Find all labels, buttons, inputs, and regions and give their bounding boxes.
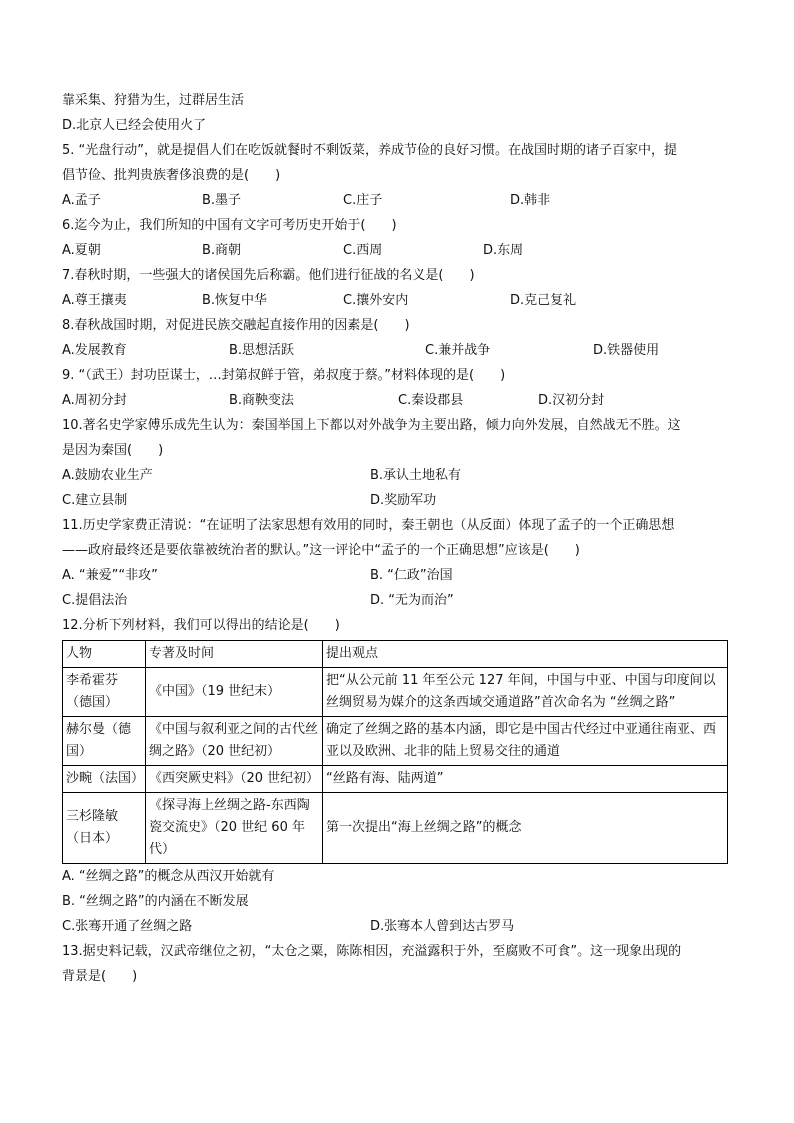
question-12-stem: 12.分析下列材料，我们可以得出的结论是( ) xyxy=(62,618,340,633)
table-row xyxy=(63,793,728,864)
option-c[interactable]: C.建立县制 xyxy=(62,493,128,508)
question-5-stem-cont: 倡节俭、批判贵族奢侈浪费的是( ) xyxy=(62,168,281,183)
option-d[interactable]: D.张骞本人曾到达古罗马 xyxy=(370,919,515,934)
table-cell: 《探寻海上丝绸之路-东西陶瓷交流史》（20 世纪 60 年代） xyxy=(146,793,323,864)
question-10-stem-cont: 是因为秦国( ) xyxy=(62,443,164,458)
question-11-options-row1 xyxy=(62,563,730,588)
question-13-stem: 13.据史料记载，汉武帝继位之初，“太仓之粟，陈陈相因，充溢露积于外，至腐败不可食”。这一现象出现的 xyxy=(62,944,682,959)
option-d[interactable]: D.汉初分封 xyxy=(538,393,605,408)
table-row xyxy=(63,717,728,766)
option-a[interactable]: A.孟子 xyxy=(62,193,101,208)
option-d[interactable]: D.克己复礼 xyxy=(510,293,577,308)
option-b[interactable]: B.承认土地私有 xyxy=(370,468,462,483)
question-7-stem: 7.春秋时期，一些强大的诸侯国先后称霸。他们进行征战的名义是( ) xyxy=(62,268,475,283)
option-b[interactable]: B.商鞅变法 xyxy=(229,393,295,408)
question-5-stem: 5. “光盘行动”，就是提倡人们在吃饭就餐时不剩饭菜，养成节俭的良好习惯。在战国时期的诸子百家中，提 xyxy=(62,143,678,158)
text-line: 靠采集、狩猎为生，过群居生活 xyxy=(62,93,245,108)
question-8-options xyxy=(62,338,730,363)
table-cell: 《中国》（19 世纪末） xyxy=(146,668,323,717)
option-d[interactable]: D.韩非 xyxy=(510,193,551,208)
question-10-options-row1 xyxy=(62,463,730,488)
option-d[interactable]: D. “无为而治” xyxy=(370,593,454,608)
option-c[interactable]: C.攘外安内 xyxy=(343,293,409,308)
table-cell: 沙畹（法国） xyxy=(63,766,146,793)
table-header-row xyxy=(63,641,728,668)
table-cell: 第一次提出“海上丝绸之路”的概念 xyxy=(323,793,728,864)
table-row xyxy=(63,766,728,793)
option-a[interactable]: A.尊王攘夷 xyxy=(62,293,127,308)
question-11-stem: 11.历史学家费正清说：“在证明了法家思想有效用的同时，秦王朝也（从反面）体现了孟子的一个正确思想 xyxy=(62,518,675,533)
question-10-options-row2 xyxy=(62,488,730,513)
question-13-stem-cont: 背景是( ) xyxy=(62,969,138,984)
table-cell: 三杉隆敏（日本） xyxy=(63,793,146,864)
table-cell: 把“从公元前 11 年至公元 127 年间，中国与中亚、中国与印度间以丝绸贸易为媒介的这条西域交通道路”首次命名为 “丝绸之路” xyxy=(323,668,728,717)
table-cell: 李希霍芬（德国） xyxy=(63,668,146,717)
option-a[interactable]: A.夏朝 xyxy=(62,243,101,258)
text-line: D.北京人已经会使用火了 xyxy=(62,118,207,133)
table-header-cell: 人物 xyxy=(63,641,146,668)
option-c[interactable]: C.提倡法治 xyxy=(62,593,128,608)
table-cell: 确定了丝绸之路的基本内涵，即它是中国古代经过中亚通往南亚、西亚以及欧洲、北非的陆上贸易交往的通道 xyxy=(323,717,728,766)
option-d[interactable]: D.东周 xyxy=(483,243,524,258)
table-header-cell: 提出观点 xyxy=(323,641,728,668)
option-c[interactable]: C.秦设郡县 xyxy=(398,393,464,408)
question-9-options xyxy=(62,388,730,413)
question-11-options-row2 xyxy=(62,588,730,613)
option-b[interactable]: B. “仁政”治国 xyxy=(370,568,453,583)
option-b[interactable]: B.商朝 xyxy=(202,243,242,258)
question-8-stem: 8.春秋战国时期，对促进民族交融起直接作用的因素是( ) xyxy=(62,318,410,333)
question-6-stem: 6.迄今为止，我们所知的中国有文字可考历史开始于( ) xyxy=(62,218,397,233)
option-c[interactable]: C.张骞开通了丝绸之路 xyxy=(62,919,193,934)
option-b[interactable]: B. “丝绸之路”的内涵在不断发展 xyxy=(62,894,249,909)
option-d[interactable]: D.奖励军功 xyxy=(370,493,437,508)
question-9-stem: 9. “（武王）封功臣谋士，…封第叔鲜于管，弟叔度于蔡。”材料体现的是( ) xyxy=(62,368,506,383)
option-d[interactable]: D.铁器使用 xyxy=(593,343,660,358)
table-cell: 《中国与叙利亚之间的古代丝绸之路》（20 世纪初） xyxy=(146,717,323,766)
option-a[interactable]: A.周初分封 xyxy=(62,393,127,408)
table-cell: 赫尔曼（德国） xyxy=(63,717,146,766)
option-c[interactable]: C.庄子 xyxy=(343,193,383,208)
question-5-options xyxy=(62,188,730,213)
option-a[interactable]: A.发展教育 xyxy=(62,343,127,358)
question-11-stem-cont: ——政府最终还是要依靠被统治者的默认。”这一评论中“孟子的一个正确思想”应该是( ) xyxy=(62,543,580,558)
exam-page xyxy=(62,88,730,989)
option-a[interactable]: A. “丝绸之路”的概念从西汉开始就有 xyxy=(62,869,275,884)
table-cell: 《西突厥史料》（20 世纪初） xyxy=(146,766,323,793)
question-6-options xyxy=(62,238,730,263)
question-10-stem: 10.著名史学家傅乐成先生认为：秦国举国上下都以对外战争为主要出路，倾力向外发展，自然战无不胜。这 xyxy=(62,418,681,433)
option-a[interactable]: A. “兼爱”“非攻” xyxy=(62,568,158,583)
option-b[interactable]: B.恢复中华 xyxy=(202,293,268,308)
option-c[interactable]: C.西周 xyxy=(343,243,383,258)
option-b[interactable]: B.思想活跃 xyxy=(229,343,295,358)
question-12-options-row xyxy=(62,914,730,939)
question-7-options xyxy=(62,288,730,313)
table-cell: “丝路有海、陆两道” xyxy=(323,766,728,793)
option-c[interactable]: C.兼并战争 xyxy=(425,343,491,358)
table-row xyxy=(63,668,728,717)
option-a[interactable]: A.鼓励农业生产 xyxy=(62,468,153,483)
silk-road-table xyxy=(62,640,728,864)
table-header-cell: 专著及时间 xyxy=(146,641,323,668)
option-b[interactable]: B.墨子 xyxy=(202,193,242,208)
